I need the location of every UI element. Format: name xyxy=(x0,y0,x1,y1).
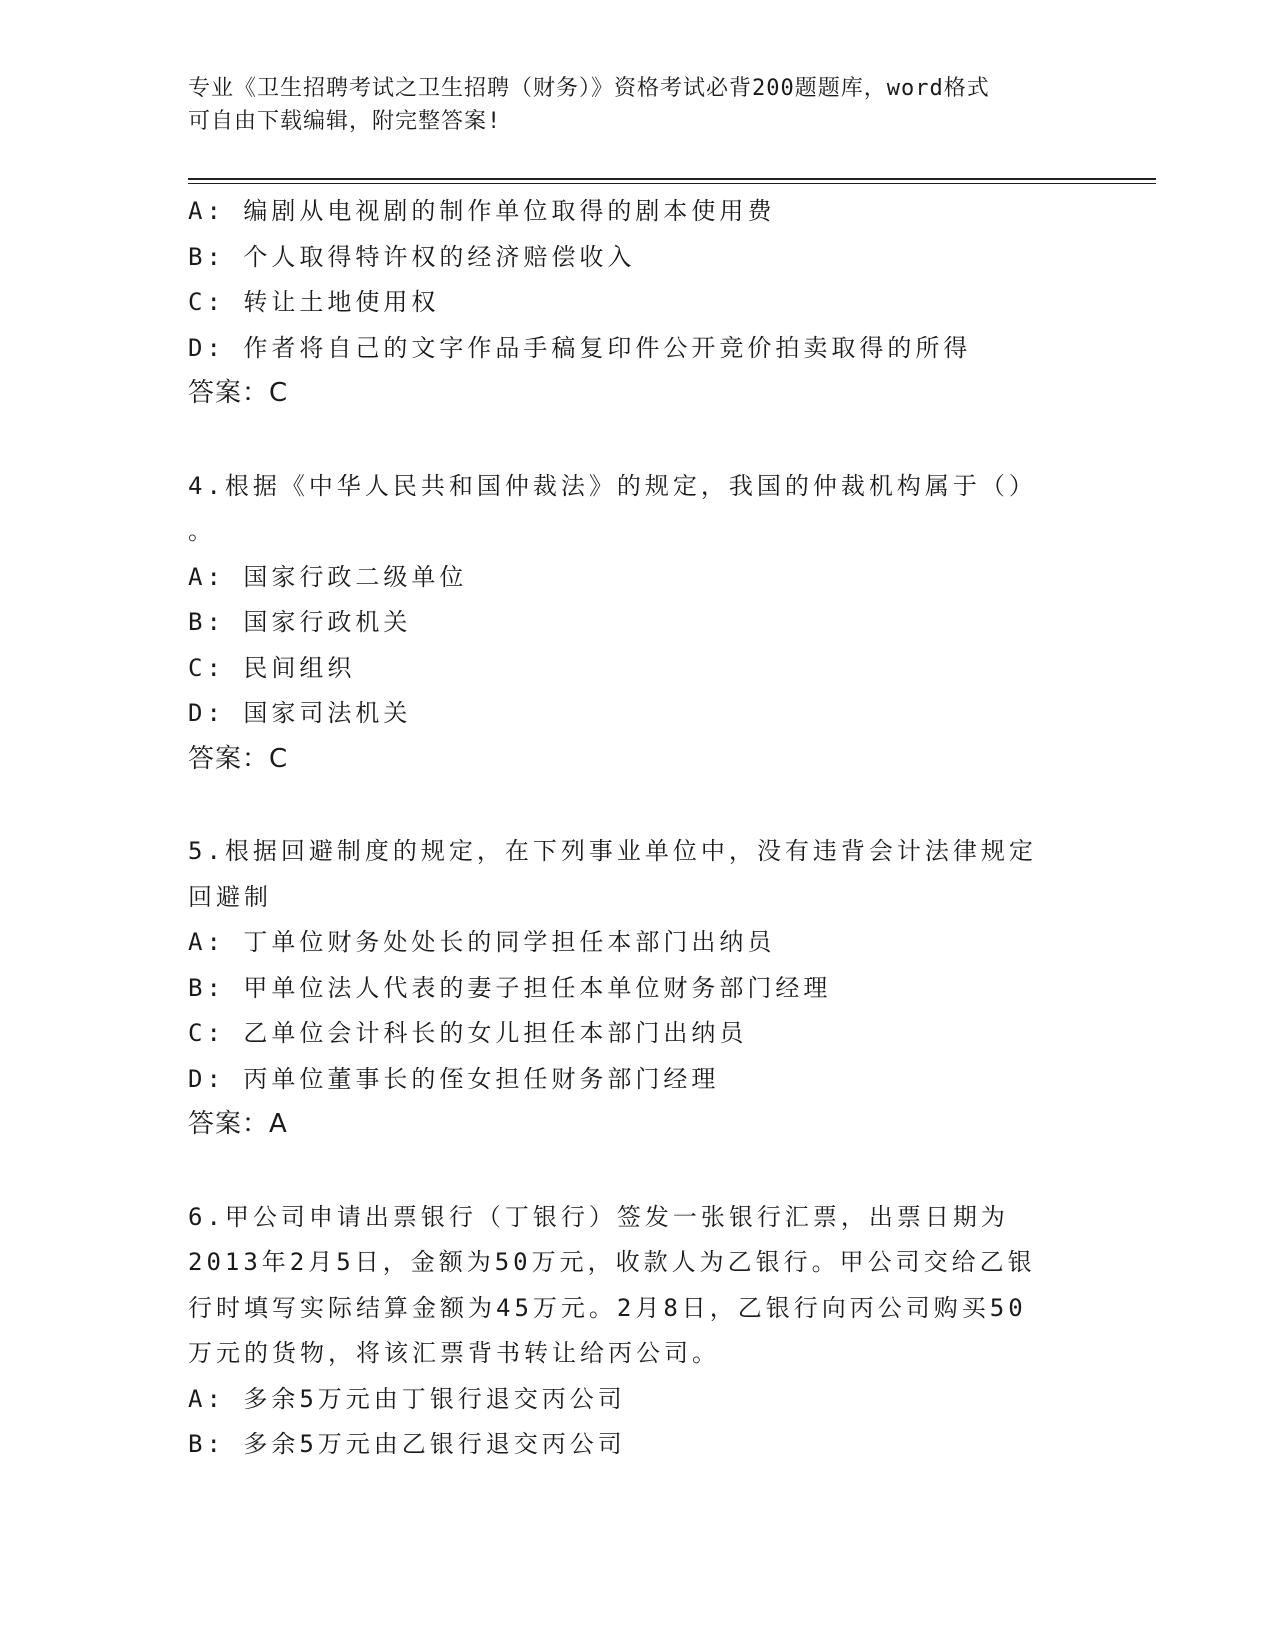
question-5 xyxy=(188,829,1088,1148)
option-a: A: 编剧从电视剧的制作单位取得的剧本使用费 xyxy=(188,197,776,225)
header-line-1: 专业《卫生招聘考试之卫生招聘（财务）》资格考试必背200题题库，word格式 xyxy=(188,76,990,101)
answer: 答案：C xyxy=(188,743,289,774)
option-a: A: 多余5万元由丁银行退交丙公司 xyxy=(188,1384,626,1413)
option-b: B: 国家行政机关 xyxy=(188,608,412,636)
question-stem: 6.甲公司申请出票银行（丁银行）签发一张银行汇票，出票日期为 xyxy=(188,1202,1009,1231)
header-line-2: 可自由下载编辑，附完整答案! xyxy=(188,109,502,134)
question-stem: 4.根据《中华人民共和国仲裁法》的规定，我国的仲裁机构属于（） xyxy=(188,471,1037,500)
question-stem: 回避制 xyxy=(188,882,272,911)
option-b: B: 多余5万元由乙银行退交丙公司 xyxy=(188,1430,626,1458)
option-b: B: 甲单位法人代表的妻子担任本单位财务部门经理 xyxy=(188,973,832,1002)
question-stem: 。 xyxy=(188,517,216,545)
question-stem: 万元的货物，将该汇票背书转让给丙公司。 xyxy=(188,1339,720,1367)
option-d: D: 丙单位董事长的侄女担任财务部门经理 xyxy=(188,1064,720,1093)
question-stem: 2013年2月5日，金额为50万元，收款人为乙银行。甲公司交给乙银 xyxy=(188,1248,1036,1276)
header-divider-thick xyxy=(188,178,1156,180)
option-c: C: 转让土地使用权 xyxy=(188,288,440,316)
option-a: A: 丁单位财务处处长的同学担任本部门出纳员 xyxy=(188,928,776,956)
question-6 xyxy=(188,1195,1088,1468)
answer: 答案：A xyxy=(188,1109,288,1139)
option-c: C: 乙单位会计科长的女儿担任本部门出纳员 xyxy=(188,1019,748,1047)
header-divider-thin xyxy=(188,183,1156,184)
question-3 xyxy=(188,189,1088,417)
option-d: D: 国家司法机关 xyxy=(188,699,412,727)
option-a: A: 国家行政二级单位 xyxy=(188,562,468,591)
option-b: B: 个人取得特许权的经济赔偿收入 xyxy=(188,242,636,271)
question-stem: 行时填写实际结算金额为45万元。2月8日，乙银行向丙公司购买50 xyxy=(188,1293,1027,1322)
question-4 xyxy=(188,464,1088,783)
question-stem: 5.根据回避制度的规定，在下列事业单位中，没有违背会计法律规定 xyxy=(188,837,1037,865)
option-d: D: 作者将自己的文字作品手稿复印件公开竞价拍卖取得的所得 xyxy=(188,333,972,362)
answer: 答案：C xyxy=(188,378,289,408)
document-header xyxy=(188,72,1088,138)
option-c: C: 民间组织 xyxy=(188,653,356,682)
question-list xyxy=(188,189,1088,1468)
